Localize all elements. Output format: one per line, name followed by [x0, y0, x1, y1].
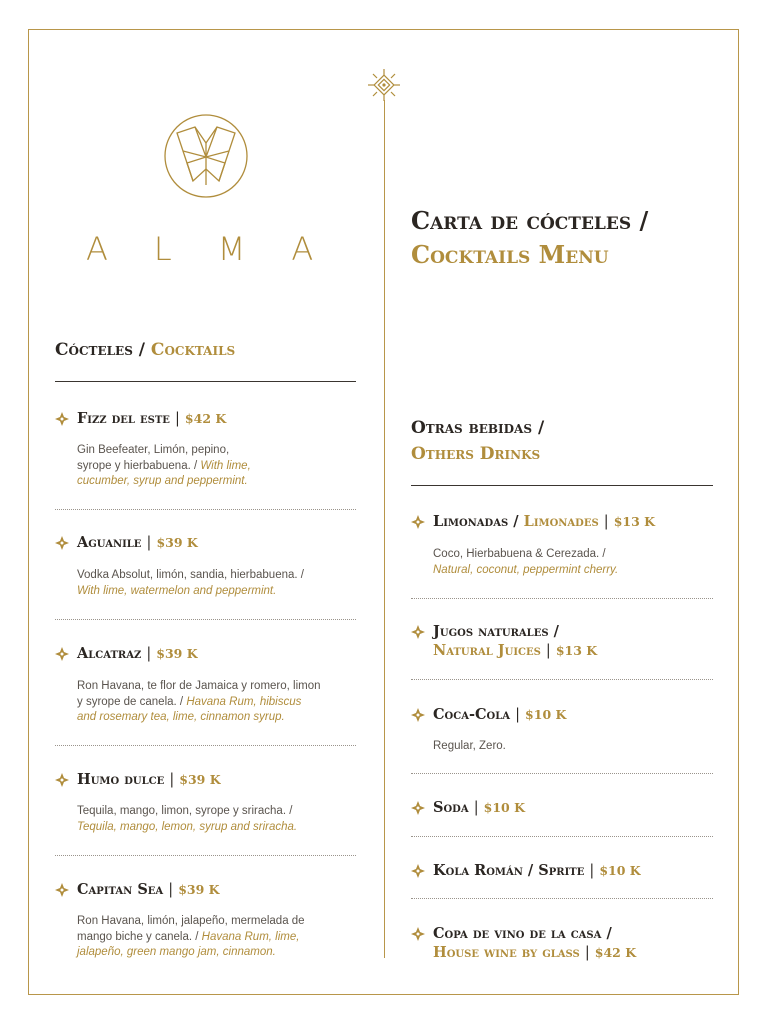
gold-diamond-ornament-icon	[411, 625, 425, 639]
item-divider	[55, 745, 356, 746]
item-divider	[411, 598, 713, 599]
section-rule	[55, 381, 356, 382]
page-title: Carta de cócteles / Cocktails Menu	[411, 206, 649, 269]
gold-diamond-ornament-icon	[55, 647, 69, 661]
gold-diamond-ornament-icon	[411, 864, 425, 878]
item-divider	[55, 855, 356, 856]
item-divider	[411, 836, 713, 837]
gold-diamond-ornament-icon	[411, 927, 425, 941]
others-section-title: Otras bebidas / Others Drinks	[411, 418, 545, 464]
butterfly-circle-logo-icon	[163, 113, 249, 199]
cocktails-section-title: Cócteles / Cocktails	[55, 340, 236, 360]
item-divider	[411, 679, 713, 680]
gold-diamond-ornament-icon	[55, 536, 69, 550]
gold-diamond-ornament-icon	[411, 801, 425, 815]
item-divider	[411, 898, 713, 899]
gold-diamond-ornament-icon	[55, 412, 69, 426]
gold-diamond-ornament-icon	[55, 773, 69, 787]
gold-diamond-ornament-icon	[411, 515, 425, 529]
mandala-ornament-icon	[367, 68, 401, 102]
item-divider	[411, 773, 713, 774]
center-divider-line	[384, 100, 385, 958]
item-divider	[55, 619, 356, 620]
gold-diamond-ornament-icon	[55, 883, 69, 897]
brand-wordmark: ALMA	[86, 230, 360, 268]
gold-diamond-ornament-icon	[411, 708, 425, 722]
section-rule	[411, 485, 713, 486]
item-divider	[55, 509, 356, 510]
